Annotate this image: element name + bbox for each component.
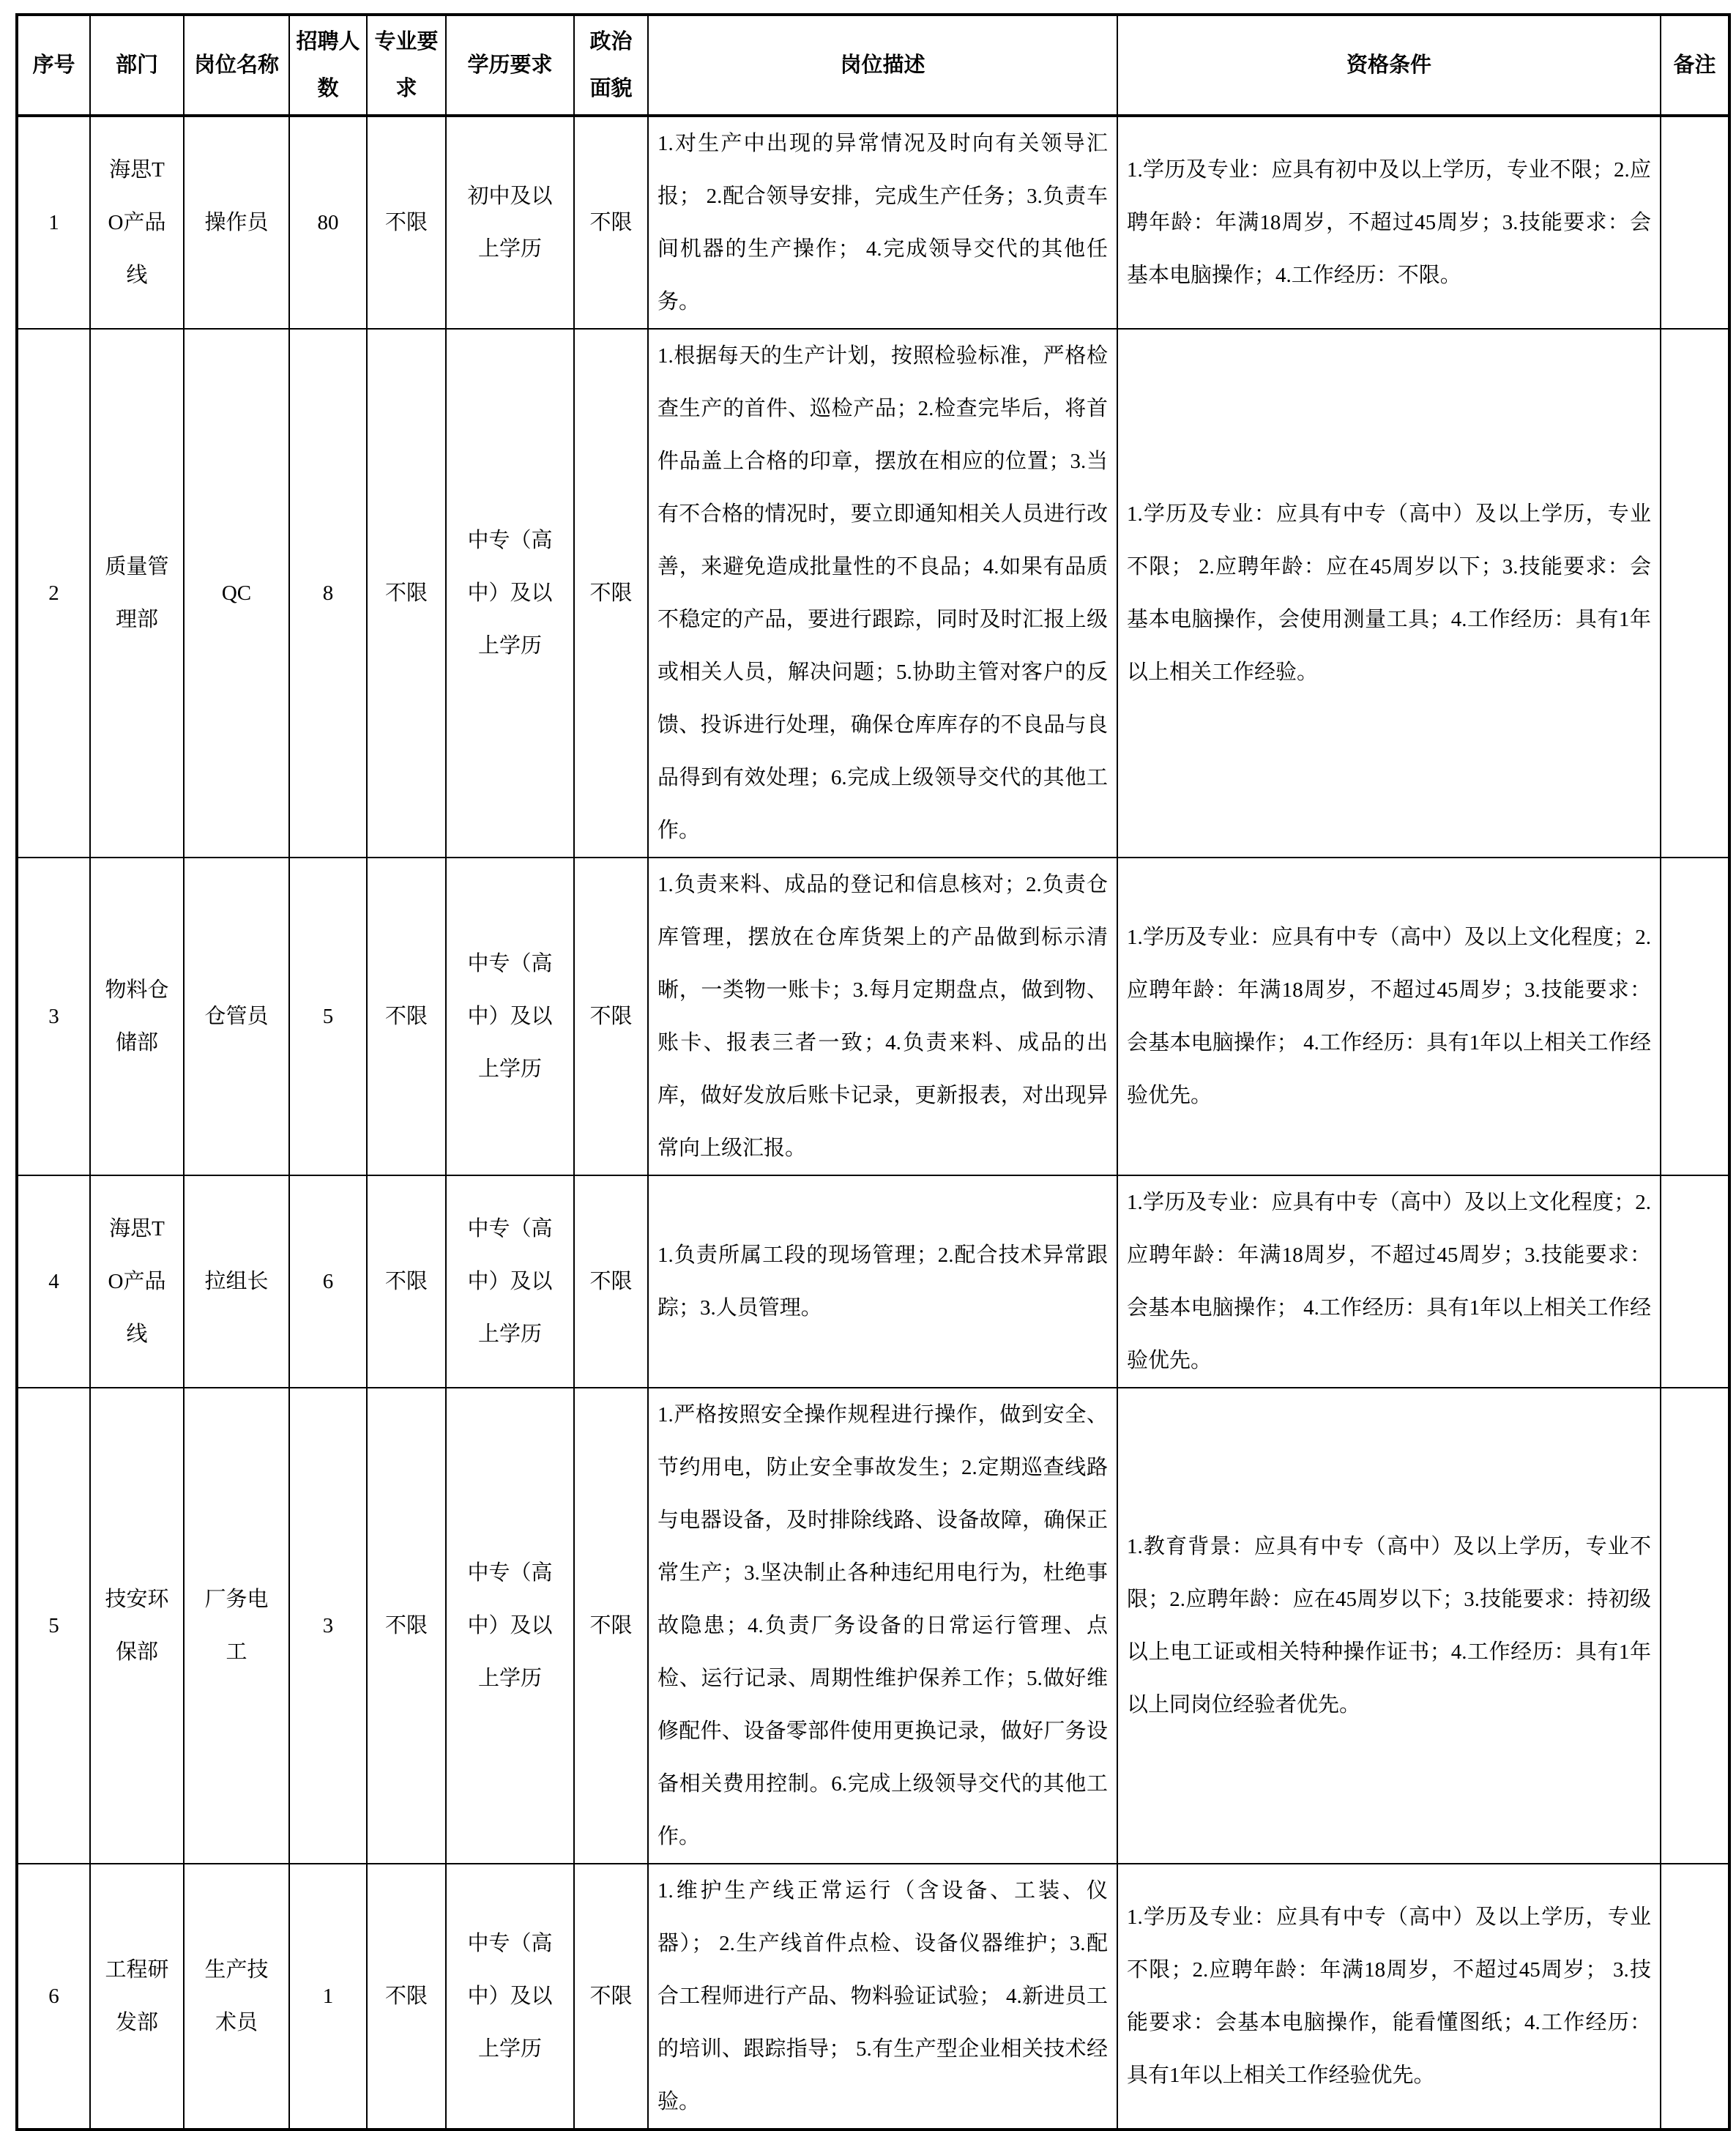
cell-description: 1.负责来料、成品的登记和信息核对；2.负责仓库管理，摆放在仓库货架上的产品做到标示清晰，一类物一账卡；3.每月定期盘点，做到物、账卡、报表三者一致；4.负责来料、成品的出库，做好发放后账卡记录，更新报表，对出现异常向上级汇报。 — [648, 858, 1117, 1175]
cell-title: 仓管员 — [184, 858, 289, 1175]
table-row — [17, 329, 1729, 858]
cell-seq: 3 — [17, 858, 90, 1175]
cell-remark — [1661, 1864, 1729, 2130]
cell-dept: 工程研发部 — [90, 1864, 184, 2130]
cell-major: 不限 — [367, 1175, 446, 1388]
cell-political: 不限 — [574, 1864, 648, 2130]
cell-remark — [1661, 116, 1729, 329]
table-row — [17, 116, 1729, 329]
cell-seq: 2 — [17, 329, 90, 858]
cell-education: 中专（高中）及以上学历 — [446, 858, 574, 1175]
cell-description: 1.维护生产线正常运行（含设备、工装、仪器）； 2.生产线首件点检、设备仪器维护；3.配合工程师进行产品、物料验证试验； 4.新进员工的培训、跟踪指导； 5.有生产型企业相关技术经验。 — [648, 1864, 1117, 2130]
table-body — [17, 116, 1729, 2130]
cell-dept: 质量管理部 — [90, 329, 184, 858]
cell-education: 中专（高中）及以上学历 — [446, 329, 574, 858]
cell-political: 不限 — [574, 116, 648, 329]
cell-qualification: 1.学历及专业：应具有中专（高中）及以上学历，专业不限； 2.应聘年龄：应在45周岁以下；3.技能要求：会基本电脑操作，会使用测量工具；4.工作经历：具有1年以上相关工作经验。 — [1117, 329, 1661, 858]
header-row — [17, 15, 1729, 116]
cell-count: 8 — [289, 329, 367, 858]
cell-count: 5 — [289, 858, 367, 1175]
cell-description: 1.对生产中出现的异常情况及时向有关领导汇报； 2.配合领导安排，完成生产任务；3.负责车间机器的生产操作； 4.完成领导交代的其他任务。 — [648, 116, 1117, 329]
col-header-major: 专业要求 — [367, 15, 446, 116]
cell-title: 厂务电工 — [184, 1388, 289, 1864]
cell-qualification: 1.学历及专业：应具有中专（高中）及以上文化程度；2.应聘年龄：年满18周岁，不超过45周岁；3.技能要求：会基本电脑操作； 4.工作经历：具有1年以上相关工作经验优先。 — [1117, 1175, 1661, 1388]
cell-education: 中专（高中）及以上学历 — [446, 1864, 574, 2130]
cell-dept: 技安环保部 — [90, 1388, 184, 1864]
table-row — [17, 1175, 1729, 1388]
col-header-political: 政治面貌 — [574, 15, 648, 116]
cell-major: 不限 — [367, 858, 446, 1175]
table-row — [17, 858, 1729, 1175]
cell-major: 不限 — [367, 1864, 446, 2130]
cell-title: 生产技术员 — [184, 1864, 289, 2130]
cell-remark — [1661, 858, 1729, 1175]
cell-dept: 海思TO产品线 — [90, 116, 184, 329]
col-header-dept: 部门 — [90, 15, 184, 116]
cell-seq: 4 — [17, 1175, 90, 1388]
cell-political: 不限 — [574, 329, 648, 858]
cell-count: 6 — [289, 1175, 367, 1388]
table-row — [17, 1388, 1729, 1864]
col-header-description: 岗位描述 — [648, 15, 1117, 116]
cell-education: 中专（高中）及以上学历 — [446, 1388, 574, 1864]
cell-title: 拉组长 — [184, 1175, 289, 1388]
recruitment-table — [15, 13, 1731, 2131]
col-header-remark: 备注 — [1661, 15, 1729, 116]
cell-description: 1.根据每天的生产计划，按照检验标准，严格检查生产的首件、巡检产品；2.检查完毕后，将首件品盖上合格的印章，摆放在相应的位置；3.当有不合格的情况时，要立即通知相关人员进行改善，来避免造成批量性的不良品；4.如果有品质不稳定的产品，要进行跟踪，同时及时汇报上级或相关人员，解决问题；5.协助主管对客户的反馈、投诉进行处理，确保仓库库存的不良品与良品得到有效处理；6.完成上级领导交代的其他工作。 — [648, 329, 1117, 858]
cell-count: 80 — [289, 116, 367, 329]
cell-dept: 海思TO产品线 — [90, 1175, 184, 1388]
cell-count: 1 — [289, 1864, 367, 2130]
col-header-title: 岗位名称 — [184, 15, 289, 116]
cell-qualification: 1.教育背景：应具有中专（高中）及以上学历，专业不限；2.应聘年龄：应在45周岁以下；3.技能要求：持初级以上电工证或相关特种操作证书；4.工作经历：具有1年以上同岗位经验者优先。 — [1117, 1388, 1661, 1864]
cell-education: 中专（高中）及以上学历 — [446, 1175, 574, 1388]
table-row — [17, 1864, 1729, 2130]
cell-political: 不限 — [574, 1175, 648, 1388]
cell-dept: 物料仓储部 — [90, 858, 184, 1175]
col-header-education: 学历要求 — [446, 15, 574, 116]
cell-title: QC — [184, 329, 289, 858]
cell-major: 不限 — [367, 329, 446, 858]
cell-qualification: 1.学历及专业：应具有中专（高中）及以上学历，专业不限；2.应聘年龄：年满18周岁，不超过45周岁； 3.技能要求：会基本电脑操作，能看懂图纸；4.工作经历：具有1年以上相关工作经验优先。 — [1117, 1864, 1661, 2130]
col-header-qualification: 资格条件 — [1117, 15, 1661, 116]
cell-remark — [1661, 329, 1729, 858]
cell-title: 操作员 — [184, 116, 289, 329]
cell-qualification: 1.学历及专业：应具有中专（高中）及以上文化程度；2.应聘年龄：年满18周岁，不超过45周岁；3.技能要求：会基本电脑操作； 4.工作经历：具有1年以上相关工作经验优先。 — [1117, 858, 1661, 1175]
cell-seq: 1 — [17, 116, 90, 329]
cell-education: 初中及以上学历 — [446, 116, 574, 329]
cell-description: 1.负责所属工段的现场管理；2.配合技术异常跟踪；3.人员管理。 — [648, 1175, 1117, 1388]
cell-major: 不限 — [367, 116, 446, 329]
cell-political: 不限 — [574, 858, 648, 1175]
cell-seq: 6 — [17, 1864, 90, 2130]
cell-count: 3 — [289, 1388, 367, 1864]
cell-political: 不限 — [574, 1388, 648, 1864]
cell-description: 1.严格按照安全操作规程进行操作，做到安全、节约用电，防止安全事故发生；2.定期巡查线路与电器设备，及时排除线路、设备故障，确保正常生产；3.坚决制止各种违纪用电行为，杜绝事故隐患；4.负责厂务设备的日常运行管理、点检、运行记录、周期性维护保养工作；5.做好维修配件、设备零部件使用更换记录，做好厂务设备相关费用控制。6.完成上级领导交代的其他工作。 — [648, 1388, 1117, 1864]
col-header-count: 招聘人数 — [289, 15, 367, 116]
cell-remark — [1661, 1388, 1729, 1864]
col-header-seq: 序号 — [17, 15, 90, 116]
cell-major: 不限 — [367, 1388, 446, 1864]
table-header — [17, 15, 1729, 116]
cell-seq: 5 — [17, 1388, 90, 1864]
cell-remark — [1661, 1175, 1729, 1388]
cell-qualification: 1.学历及专业：应具有初中及以上学历，专业不限；2.应聘年龄：年满18周岁，不超过45周岁；3.技能要求：会基本电脑操作；4.工作经历：不限。 — [1117, 116, 1661, 329]
